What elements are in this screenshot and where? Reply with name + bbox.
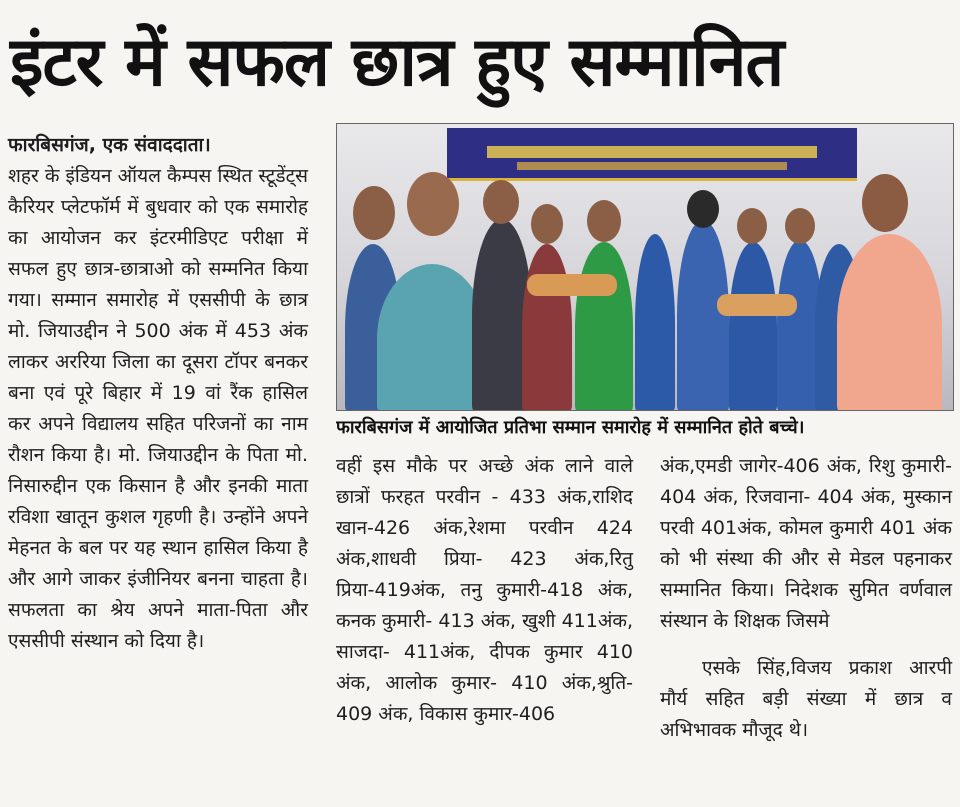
- dateline: फारबिसगंज, एक संवाददाता।: [8, 134, 211, 156]
- article-column-1: [8, 130, 308, 657]
- column-3-closing: एसके सिंह,विजय प्रकाश आरपी मौर्य सहित बड़ी संख्या में छात्र व अभिभावक मौजूद थे।: [660, 657, 952, 741]
- article-column-3: [660, 451, 952, 746]
- headline: इंटर में सफल छात्र हुए सम्मानित: [10, 22, 784, 102]
- institute-banner: [447, 128, 857, 181]
- article-column-2: [336, 451, 633, 730]
- news-photo: [336, 123, 954, 411]
- column-3-body: अंक,एमडी जागेर-406 अंक, रिशु कुमारी- 404 अंक, रिजवाना- 404 अंक, मुस्कान परवी 401अंक, कोमल कुमारी 401 अंक को भी संस्था की और से मेडल पहनाकर सम्मानित किया। निदेशक सुमित वर्णवाल संस्थान के शिक्षक जिसमे: [660, 455, 952, 632]
- photo-caption: फारबिसगंज में आयोजित प्रतिभा सम्मान समारोह में सम्मानित होते बच्चे।: [336, 417, 805, 438]
- column-1-body: शहर के इंडियन ऑयल कैम्पस स्थित स्टूडेंट्स कैरियर प्लेटफॉर्म में बुधवार को एक समारोह का आयोजन कर इंटरमीडिएट परीक्षा में सफल हुए छात्र-छात्राओ को सम्मनित किया गया। सम्मान समारोह में एससीपी के छात्र मो. जियाउद्दीन ने 500 अंक में 453 अंक लाकर अररिया जिला का दूसरा टॉपर बनकर बना एवं पूरे बिहार में 19 वां रैंक हासिल कर अपने विद्यालय सहित परिजनों का नाम रौशन किया है। मो. जियाउद्दीन के पिता मो. निसारुद्दीन एक किसान है और इनकी माता रविशा खातून कुशल गृहणी है। उन्होंने अपने मेहनत के बल पर यह स्थान हासिल किया है और आगे जाकर इंजीनियर बनना चाहता है। सफलता का श्रेय अपने माता-पिता और एससीपी संस्थान को दिया है।: [8, 165, 308, 652]
- column-2-body: वहीं इस मौके पर अच्छे अंक लाने वाले छात्रों फरहत परवीन - 433 अंक,राशिद खान-426 अंक,रेशमा परवीन 424 अंक,शाधवी प्रिया- 423 अंक,रितु प्रिया-419अंक, तनु कुमारी-418 अंक, कनक कुमारी- 413 अंक, खुशी 411अंक, साजदा- 411अंक, दीपक कुमार 410 अंक, आलोक कुमार- 410 अंक,श्रुति- 409 अंक, विकास कुमार-406: [336, 455, 633, 725]
